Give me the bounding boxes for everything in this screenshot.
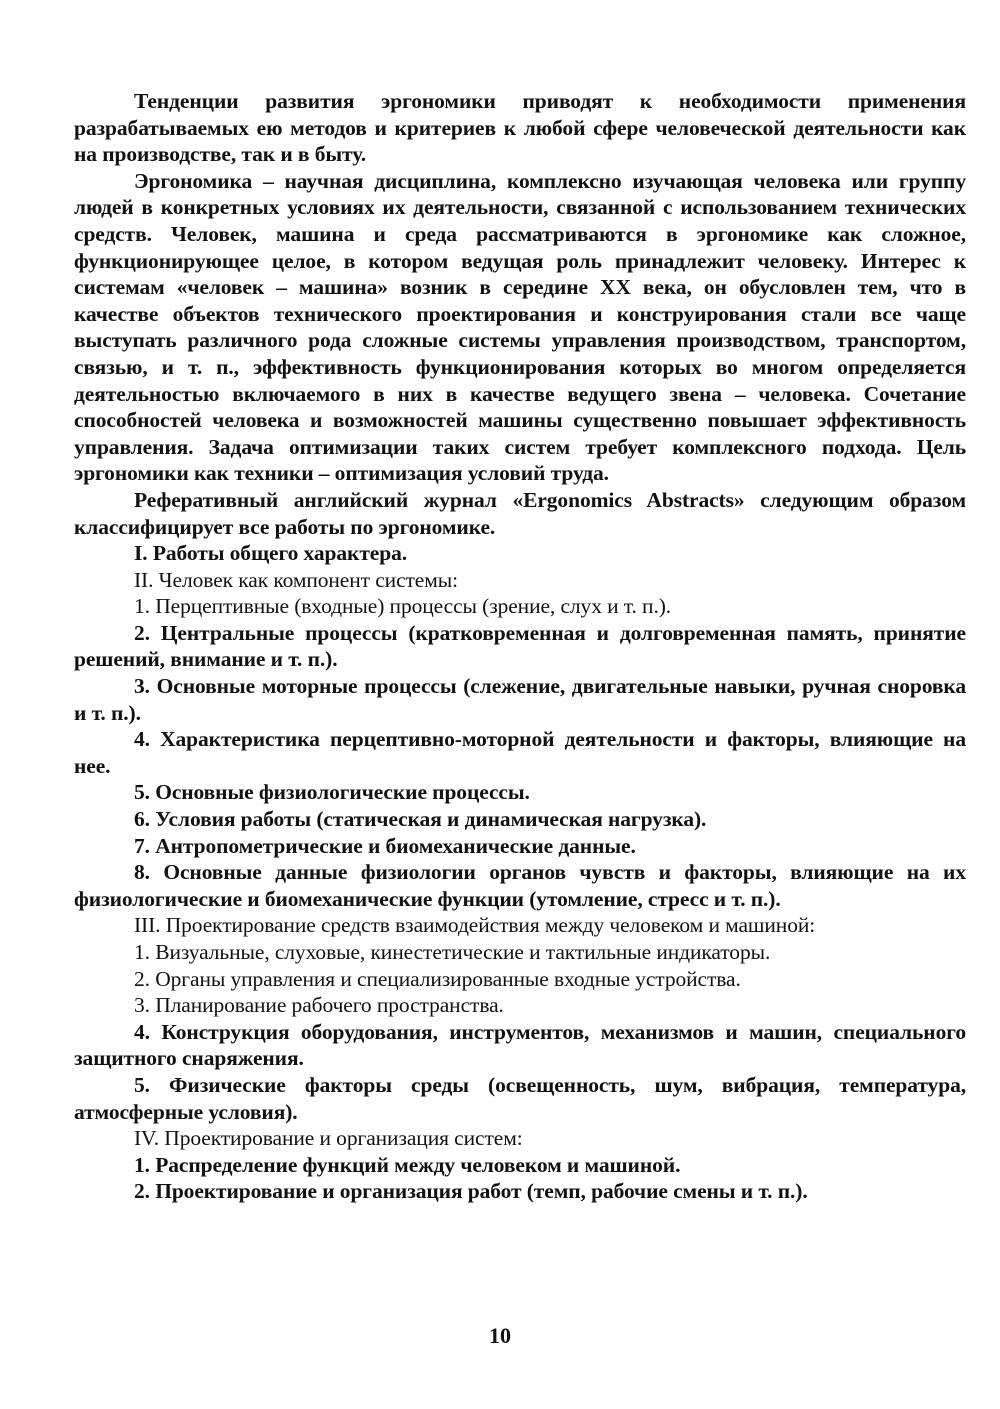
list-item-2-7: 7. Антропометрические и биомеханические данные.: [134, 833, 636, 858]
list-item-3-1: 1. Визуальные, слуховые, кинестетические и тактильные индикаторы.: [134, 940, 771, 964]
list-item-4-1: 1. Распределение функций между человеком и машиной.: [134, 1152, 681, 1177]
list-item-2-1: 1. Перцептивные (входные) процессы (зрение, слух и т. п.).: [134, 594, 672, 619]
list-item-2-5: 5. Основные физиологические процессы.: [134, 780, 530, 805]
list-item-4-2: 2. Проектирование и организация работ (темп, рабочие смены и т. п.).: [134, 1179, 808, 1204]
paragraph-abstracts-classification: Реферативный английский журнал «Ergonomics Abstracts» следующим образом классифицирует все работы по эргономике.: [74, 487, 966, 539]
list-item-2-8: 8. Основные данные физиологии органов чувств и факторы, влияющие на их физиологические и биомеханические функции (утомление, стресс и т. п.).: [74, 860, 966, 911]
list-item-3-3: 3. Планирование рабочего пространства.: [134, 993, 504, 1018]
list-item-3-4: 4. Конструкция оборудования, инструментов, механизмов и машин, специального защитного снаряжения.: [74, 1019, 966, 1071]
paragraph-ergonomics-definition: Эргономика – научная дисциплина, комплексно изучающая человека или группу людей в конкретных условиях их деятельности, связанной с использованием технических средств. Человек, машина и среда рассматриваются в эргономике как сложное, функционирующее целое, в котором ведущая роль принадлежит человеку. Интерес к системам «человек – машина» возник в середине XX века, он обусловлен тем, что в качестве объектов технического проектирования и конструирования стали все чаще выступать различного рода сложные системы управления производством, транспортом, связью, и т. п., эффективность функционирования которых во многом определяется деятельностью включаемого в них в качестве ведущего звена – человека. Сочетание способностей человека и возможностей машины существенно повышает эффективность управления. Задача оптимизации таких систем требует комплексного подхода. Цель эргономики как техники – оптимизация условий труда.: [74, 168, 966, 486]
body-text: [74, 88, 966, 1205]
list-item-3-2: 2. Органы управления и специализированные входные устройства.: [134, 966, 741, 991]
page-number: 10: [489, 1323, 511, 1348]
list-item-section-3: III. Проектирование средств взаимодействия между человеком и машиной:: [134, 913, 816, 938]
list-item-2-3: 3. Основные моторные процессы (слежение, двигательные навыки, ручная сноровка и т. п.).: [74, 674, 966, 725]
paragraph-ergonomics-trends: Тенденции развития эргономики приводят к необходимости применения разрабатываемых ею методов и критериев к любой сфере человеческой деятельности как на производстве, так и в быту.: [74, 89, 966, 167]
list-item-2-4: 4. Характеристика перцептивно-моторной деятельности и факторы, влияющие на нее.: [74, 727, 966, 778]
list-item-2-2: 2. Центральные процессы (кратковременная и долговременная память, принятие решений, внимание и т. п.).: [74, 620, 966, 672]
list-item-3-5: 5. Физические факторы среды (освещенность, шум, вибрация, температура, атмосферные условия).: [74, 1072, 966, 1124]
list-item-section-1: I. Работы общего характера.: [134, 541, 407, 566]
list-item-2-6: 6. Условия работы (статическая и динамическая нагрузка).: [134, 807, 707, 832]
list-item-section-4: IV. Проектирование и организация систем:: [134, 1126, 523, 1151]
list-item-section-2: II. Человек как компонент системы:: [134, 567, 458, 592]
